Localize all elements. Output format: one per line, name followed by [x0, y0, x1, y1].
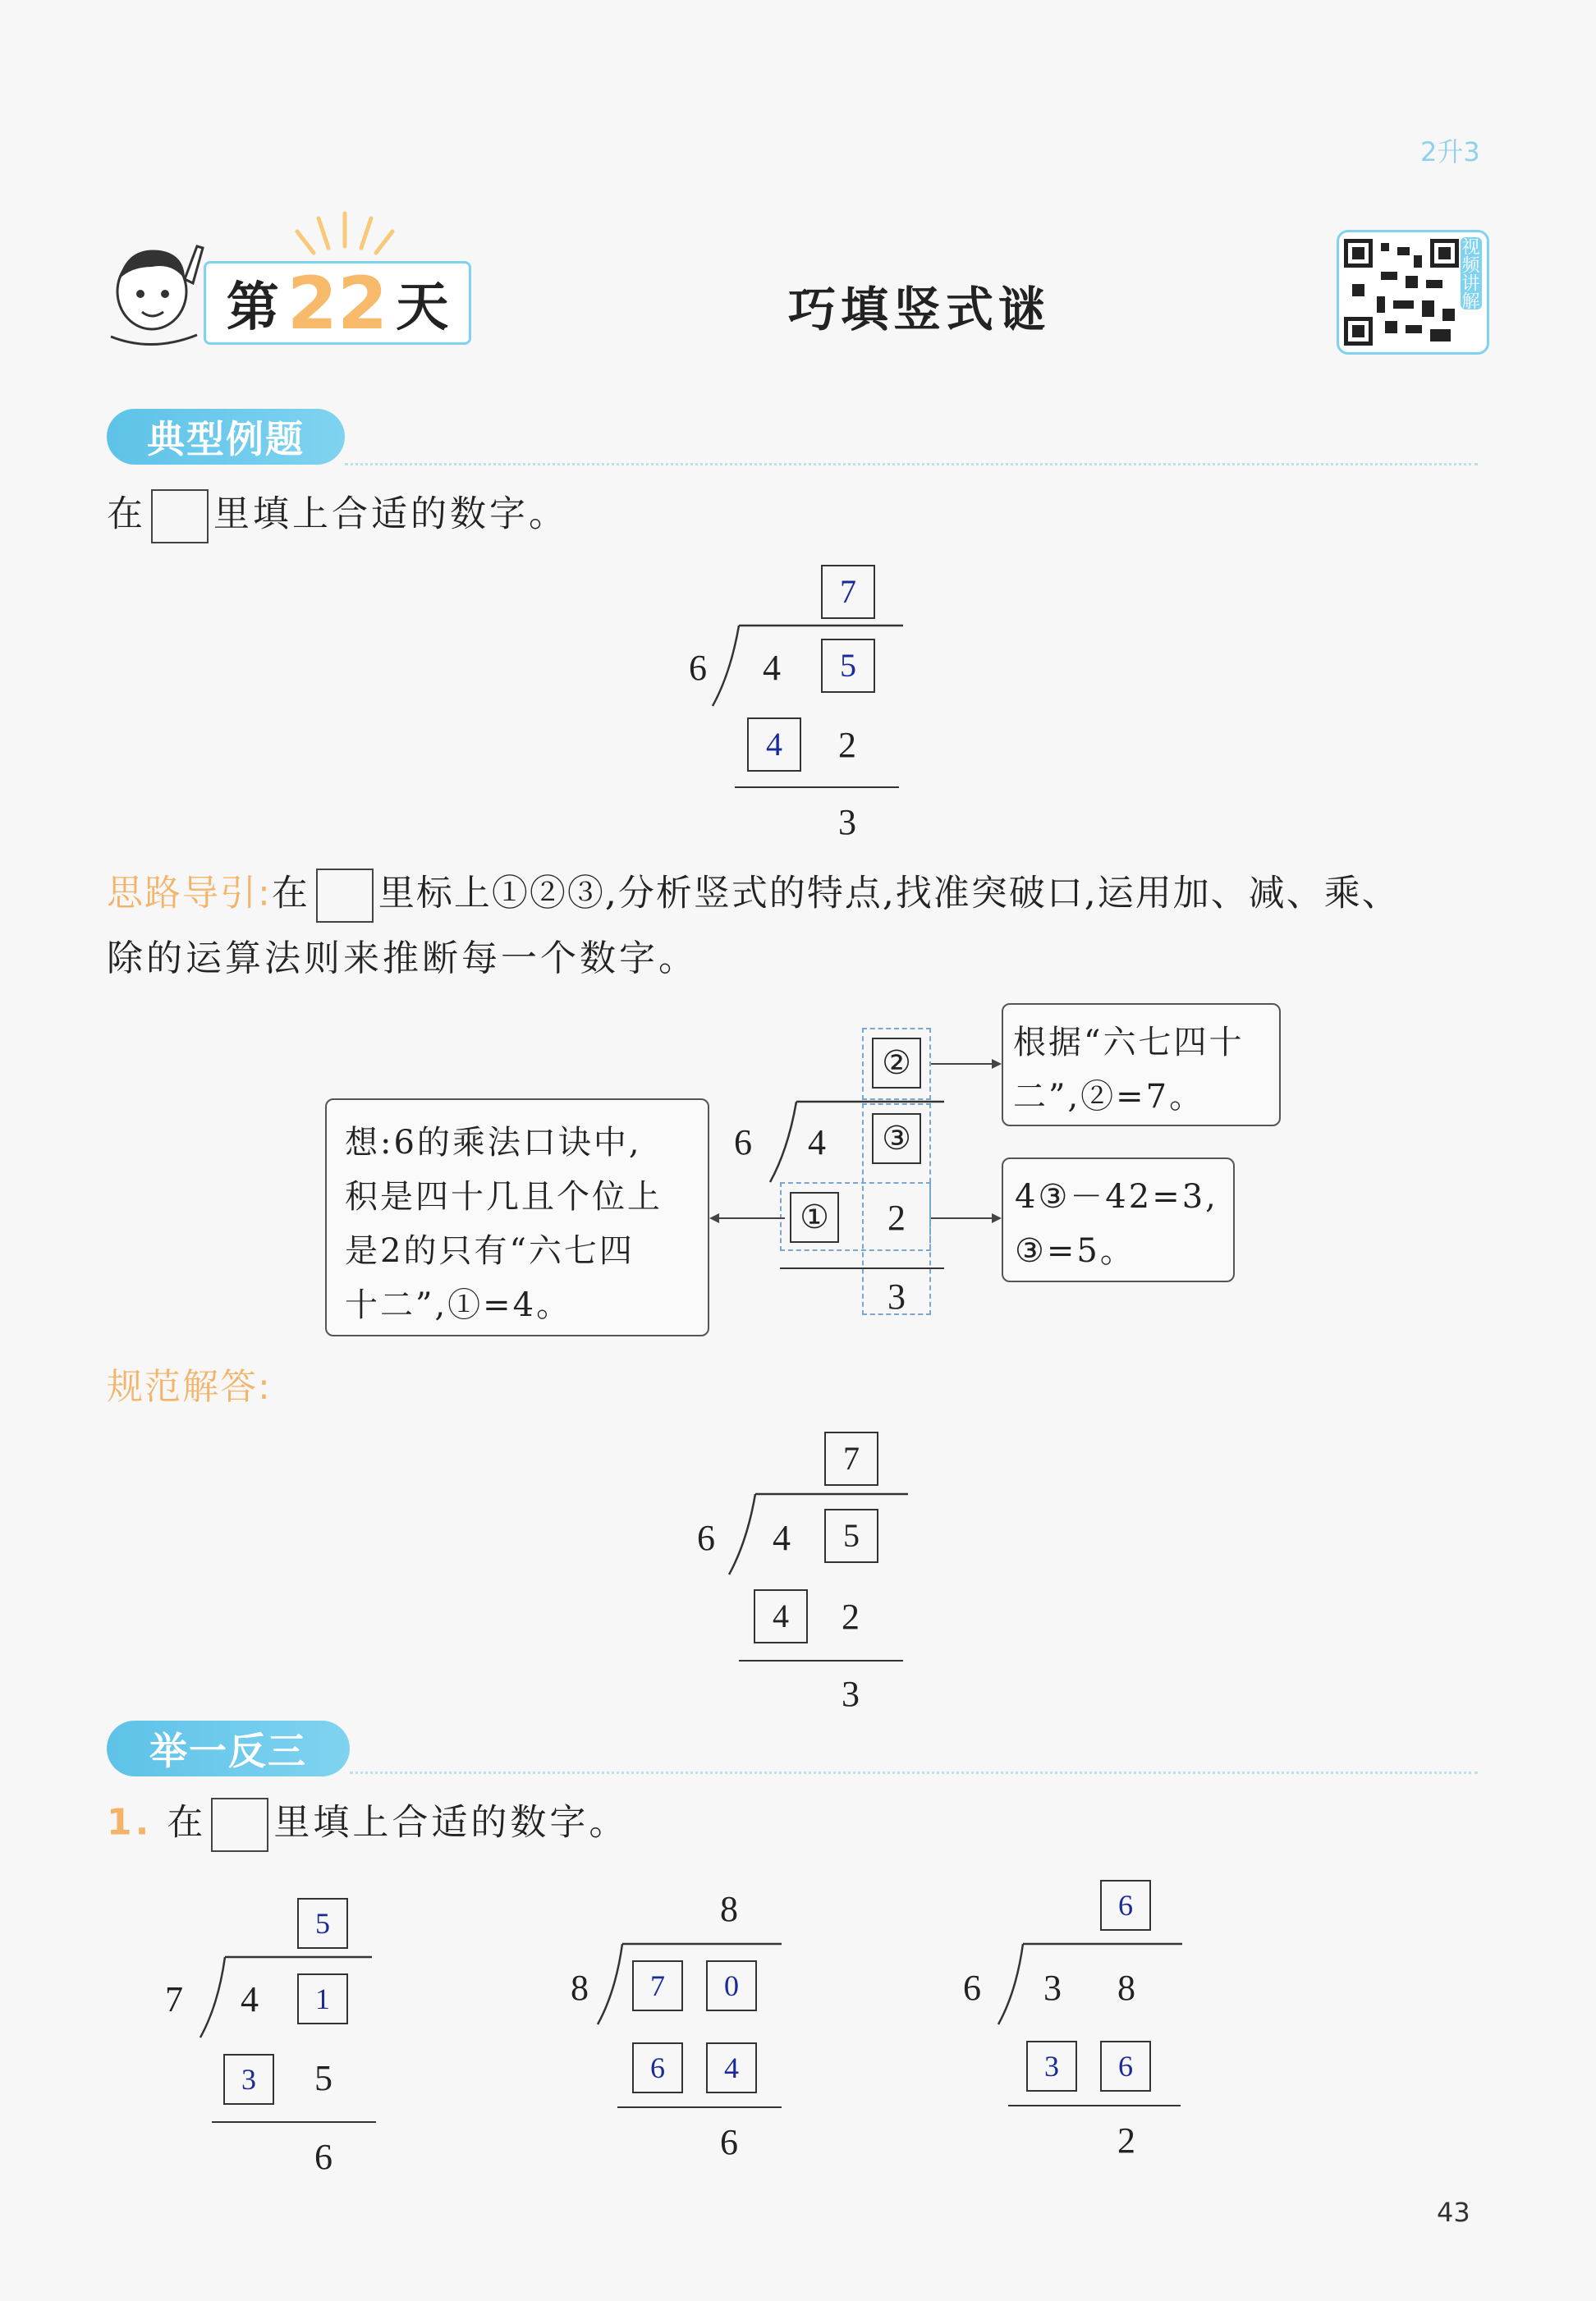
guide-subtraction-line: [780, 1267, 944, 1269]
arrow-right-bottom-icon: [931, 1212, 1002, 1225]
p2-divisor: 8: [571, 1968, 589, 2008]
mark-1: ①: [800, 1199, 829, 1235]
p2-subtraction-line: [617, 2106, 782, 2108]
guide-product-ones: 2: [887, 1198, 906, 1238]
day-number: 22: [287, 260, 388, 346]
guide-dividend-tens: 4: [808, 1122, 826, 1162]
instruction-pre: 在: [107, 493, 146, 535]
section-tag-practice: 举一反三: [107, 1721, 350, 1776]
p3-dividend-ones: 8: [1117, 1968, 1135, 2008]
guide-line2: 除的运算法则来推断每一个数字。: [107, 937, 698, 979]
guide-line1: [107, 869, 1400, 923]
dividend-ones-value: 5: [840, 647, 856, 684]
answer-remainder: 3: [842, 1674, 860, 1714]
answer-subtraction-line: [739, 1660, 903, 1662]
mark-2: ②: [882, 1044, 911, 1081]
p2-remainder: 6: [720, 2122, 738, 2162]
p1-product-tens: 3: [241, 2063, 256, 2096]
mascot-boy-icon: [103, 230, 209, 353]
subtraction-line: [735, 786, 899, 788]
answer-quotient: 7: [843, 1440, 860, 1477]
right-note-line: 4③－42=3,: [1015, 1178, 1218, 1216]
right-note: [1002, 1157, 1235, 1282]
instruction-post: 里填上合适的数字。: [213, 493, 568, 535]
quotient-value: 7: [840, 573, 856, 610]
p3-product-ones: 6: [1118, 2050, 1133, 2083]
qr-code[interactable]: [1337, 230, 1489, 355]
p1-quotient: 5: [315, 1907, 330, 1940]
day-prefix: 第: [226, 277, 279, 338]
answer-product-ones: 2: [842, 1597, 860, 1637]
answer-bracket: [722, 1492, 908, 1583]
qr-caption: 视频讲解: [1461, 237, 1482, 309]
top-note-line: 根据“六七四十: [1013, 1024, 1245, 1061]
section-divider: [345, 463, 1478, 465]
top-note-line: 二”,②=7。: [1013, 1078, 1205, 1116]
p1-product-ones: 5: [314, 2058, 332, 2098]
guide-text: 里标上①②③,分析竖式的特点,找准突破口,运用加、减、乘、: [378, 872, 1400, 914]
answer-dividend-ones: 5: [843, 1517, 860, 1554]
p2-product-ones: 4: [724, 2051, 739, 2084]
sunburst-icon: [287, 205, 402, 263]
dividend-tens: 4: [763, 648, 781, 688]
p1-divisor: 7: [165, 1979, 183, 2019]
p2-quotient: 8: [720, 1889, 738, 1929]
p3-subtraction-line: [1008, 2105, 1181, 2106]
p1-remainder: 6: [314, 2137, 332, 2177]
p1-dividend-ones: 1: [315, 1982, 330, 2015]
product-ones: 2: [838, 725, 856, 765]
p3-remainder: 2: [1117, 2120, 1135, 2161]
right-note-line: ③=5。: [1015, 1232, 1135, 1270]
page-number: 43: [1437, 2197, 1470, 2228]
example-instruction: [107, 489, 568, 543]
p3-bracket: [993, 1942, 1182, 2033]
p3-product-tens: 3: [1044, 2050, 1059, 2083]
guide-label: 思路导引:: [107, 872, 272, 914]
left-note: [325, 1098, 709, 1336]
question-number: 1.: [107, 1801, 153, 1844]
mark-3: ③: [882, 1120, 911, 1157]
left-note-line: 十二”,①=4。: [345, 1286, 572, 1324]
p2-product-tens: 6: [650, 2051, 665, 2084]
guide-text-pre: 在: [271, 872, 311, 914]
remainder: 3: [838, 802, 856, 842]
left-note-line: 积是四十几且个位上: [345, 1178, 663, 1216]
divisor: 6: [689, 648, 707, 688]
blank-box-icon: [316, 869, 374, 923]
product-tens-value: 4: [766, 726, 782, 763]
p1-subtraction-line: [212, 2121, 376, 2123]
page-title: 巧填竖式谜: [788, 282, 1052, 337]
p1-dividend-tens: 4: [241, 1979, 259, 2019]
answer-divisor: 6: [697, 1518, 715, 1558]
section-tag-example: 典型例题: [107, 409, 345, 465]
qr-code-icon: [1344, 239, 1459, 346]
day-suffix: 天: [396, 277, 449, 338]
top-note: [1002, 1003, 1281, 1126]
answer-dividend-tens: 4: [773, 1518, 791, 1558]
section-divider: [350, 1772, 1478, 1774]
guide-remainder: 3: [887, 1277, 906, 1317]
guide-divisor: 6: [734, 1122, 752, 1162]
p2-dividend-tens: 7: [650, 1969, 665, 2002]
arrow-left-icon: [709, 1212, 785, 1225]
instruction-post: 里填上合适的数字。: [273, 1801, 629, 1844]
p2-dividend-ones: 0: [724, 1969, 739, 2002]
left-note-line: 是2的只有“六七四: [345, 1232, 635, 1270]
day-badge: [204, 261, 471, 345]
p3-divisor: 6: [963, 1968, 981, 2008]
blank-box-icon: [211, 1798, 268, 1852]
arrow-right-top-icon: [931, 1057, 1002, 1070]
p3-dividend-tens: 3: [1043, 1968, 1062, 2008]
practice-instruction: [107, 1798, 628, 1852]
p3-quotient: 6: [1118, 1889, 1133, 1922]
grade-label: 2升3: [1420, 136, 1480, 167]
blank-box-icon: [151, 489, 209, 543]
answer-label: 规范解答:: [107, 1366, 272, 1408]
left-note-line: 想:6的乘法口诀中,: [345, 1124, 642, 1162]
instruction-pre: 在: [167, 1801, 207, 1844]
answer-product-tens: 4: [773, 1597, 789, 1634]
